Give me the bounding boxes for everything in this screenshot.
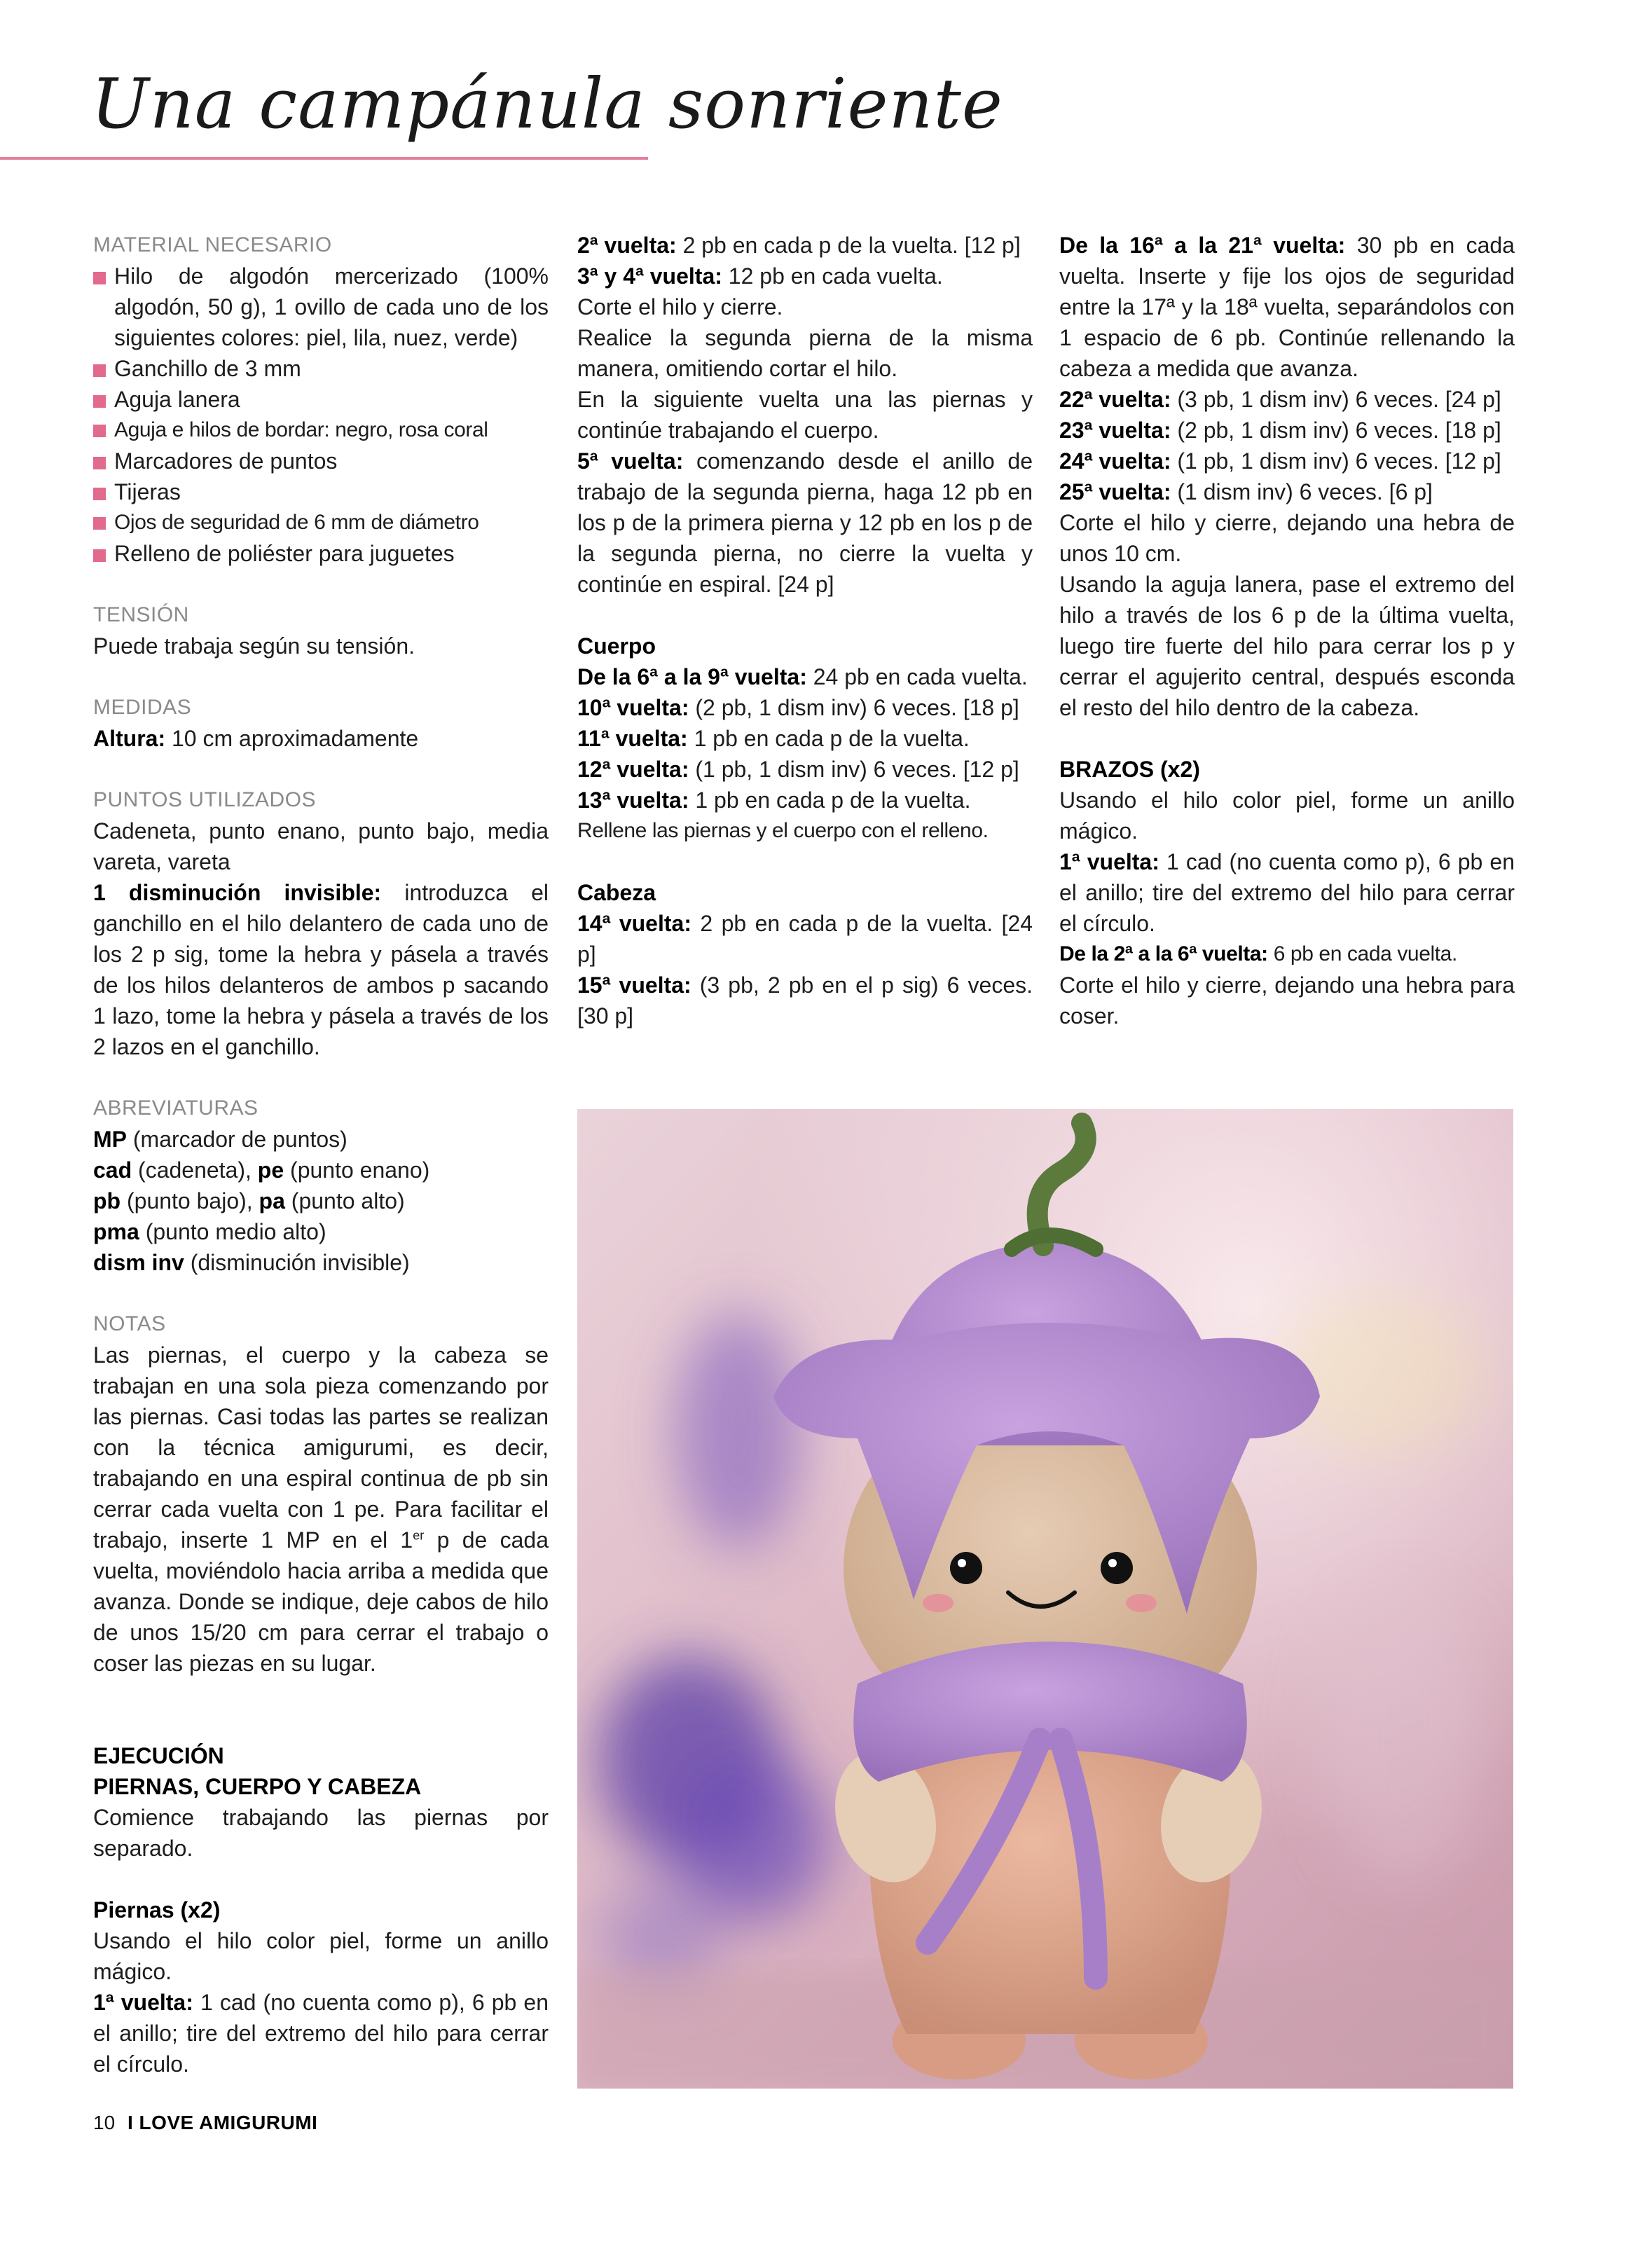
- brazos-heading: BRAZOS (x2): [1059, 757, 1200, 782]
- bullet-square-icon: [93, 488, 106, 500]
- brazos-vuelta-1: 1ª vuelta: 1 cad (no cuenta como p), 6 pb en el anillo; tire del extremo del hilo para cerrar el círculo.: [1059, 849, 1515, 936]
- corte-text: Corte el hilo y cierre.: [577, 294, 783, 319]
- page-footer: [93, 2112, 317, 2134]
- abrev-line: pma (punto medio alto): [93, 1219, 326, 1244]
- puntos-text: Cadeneta, punto enano, punto bajo, media vareta, vareta: [93, 818, 549, 874]
- amigurumi-photo: [577, 1109, 1513, 2089]
- abreviaturas-heading: ABREVIATURAS: [93, 1096, 259, 1120]
- material-item: Tijeras: [93, 476, 549, 507]
- bullet-square-icon: [93, 549, 106, 562]
- bullet-square-icon: [93, 517, 106, 530]
- vuelta-2: 2ª vuelta: 2 pb en cada p de la vuelta. [12 p]: [577, 233, 1021, 258]
- piernas-cuerpo-heading: PIERNAS, CUERPO Y CABEZA: [93, 1774, 422, 1799]
- corte-hebra-text: Corte el hilo y cierre, dejando una hebra de unos 10 cm.: [1059, 510, 1515, 566]
- altura-line: Altura: 10 cm aproximadamente: [93, 726, 419, 751]
- bullet-square-icon: [93, 364, 106, 377]
- dism-definition: 1 disminución invisible: introduzca el ganchillo en el hilo delantero de cada uno de los 2 p sig, tome la hebra y pásela a través de los hilos delanteros de ambos p sacando 1 lazo, tome la hebra y pásela a través de los 2 lazos en el ganchillo.: [93, 880, 549, 1059]
- medidas-heading: MEDIDAS: [93, 696, 192, 719]
- realice-text: Realice la segunda pierna de la misma manera, omitiendo cortar el hilo.: [577, 325, 1033, 381]
- page-number: 10: [93, 2112, 116, 2133]
- cabeza-heading: Cabeza: [577, 880, 656, 905]
- piernas-intro: Usando el hilo color piel, forme un anillo mágico.: [93, 1928, 549, 1984]
- column-middle: [577, 230, 1033, 1031]
- rellene-text: Rellene las piernas y el cuerpo con el relleno.: [577, 819, 989, 842]
- vuelta-13: 13ª vuelta: 1 pb en cada p de la vuelta.: [577, 788, 971, 813]
- material-item: Marcadores de puntos: [93, 446, 549, 476]
- abrev-line: dism inv (disminución invisible): [93, 1250, 410, 1275]
- piernas-vuelta-1: 1ª vuelta: 1 cad (no cuenta como p), 6 pb en el anillo; tire del extremo del hilo para cerrar el círculo.: [93, 1990, 549, 2077]
- vuelta-23: 23ª vuelta: (2 pb, 1 dism inv) 6 veces. [18 p]: [1059, 418, 1501, 443]
- column-left: [93, 230, 549, 2079]
- corte-coser-text: Corte el hilo y cierre, dejando una hebra para coser.: [1059, 972, 1515, 1029]
- tension-text: Puede trabaja según su tensión.: [93, 633, 415, 659]
- siguiente-text: En la siguiente vuelta una las piernas y continúe trabajando el cuerpo.: [577, 387, 1033, 443]
- comience-text: Comience trabajando las piernas por separado.: [93, 1805, 549, 1861]
- bullet-square-icon: [93, 425, 106, 437]
- piernas-heading: Piernas (x2): [93, 1897, 221, 1923]
- abrev-line: MP (marcador de puntos): [93, 1127, 347, 1152]
- vuelta-3-4: 3ª y 4ª vuelta: 12 pb en cada vuelta.: [577, 263, 943, 289]
- vuelta-14: 14ª vuelta: 2 pb en cada p de la vuelta. [24 p]: [577, 911, 1033, 967]
- notas-text: Las piernas, el cuerpo y la cabeza se trabajan en una sola pieza comenzando por las piernas. Casi todas las partes se realizan con la técnica amigurumi, es decir, trabajando en una espiral continua de pb sin cerrar cada vuelta con 1 pe. Para facilitar el trabajo, inserte 1 MP en el 1er p de cada vuelta, moviéndolo hacia arriba a medida que avanza. Donde se indique, deje cabos de hilo de unos 15/20 cm para cerrar el trabajo o coser las piezas en su lugar.: [93, 1342, 549, 1676]
- vuelta-11: 11ª vuelta: 1 pb en cada p de la vuelta.: [577, 726, 970, 751]
- cuerpo-heading: Cuerpo: [577, 633, 656, 659]
- material-item: Ojos de seguridad de 6 mm de diámetro: [93, 507, 549, 538]
- vuelta-25: 25ª vuelta: (1 dism inv) 6 veces. [6 p]: [1059, 479, 1433, 504]
- bullet-square-icon: [93, 395, 106, 408]
- abrev-line: cad (cadeneta), pe (punto enano): [93, 1157, 430, 1183]
- column-right: [1059, 230, 1515, 1031]
- vuelta-6-9: De la 6ª a la 9ª vuelta: 24 pb en cada vuelta.: [577, 664, 1028, 689]
- bullet-square-icon: [93, 457, 106, 469]
- bullet-square-icon: [93, 272, 106, 284]
- title-underline: [0, 157, 648, 160]
- magazine-name: I LOVE AMIGURUMI: [127, 2112, 318, 2133]
- material-heading: MATERIAL NECESARIO: [93, 233, 332, 256]
- brazos-vuelta-2-6: De la 2ª a la 6ª vuelta: 6 pb en cada vuelta.: [1059, 942, 1457, 965]
- vuelta-5: 5ª vuelta: comenzando desde el anillo de trabajo de la segunda pierna, haga 12 pb en los p de la primera pierna y 12 pb en los p de la segunda pierna, no cierre la vuelta y continúe en espiral. [24 p]: [577, 448, 1033, 597]
- tension-heading: TENSIÓN: [93, 603, 189, 626]
- puntos-heading: PUNTOS UTILIZADOS: [93, 788, 316, 811]
- page-title: Una campánula sonriente: [91, 64, 1003, 144]
- abrev-line: pb (punto bajo), pa (punto alto): [93, 1188, 405, 1213]
- notas-heading: NOTAS: [93, 1312, 166, 1335]
- vuelta-16-21: De la 16ª a la 21ª vuelta: 30 pb en cada vuelta. Inserte y fije los ojos de seguridad entre la 17ª y la 18ª vuelta, separándolos con 1 espacio de 6 pb. Continúe rellenando la cabeza a medida que avanza.: [1059, 233, 1515, 381]
- material-item: Aguja lanera: [93, 384, 549, 415]
- usando-aguja-text: Usando la aguja lanera, pase el extremo del hilo a través de los 6 p de la última vuelta, luego tire fuerte del hilo para cerrar los p y cerrar el agujerito central, después esconda el resto del hilo dentro de la cabeza.: [1059, 572, 1515, 720]
- vuelta-24: 24ª vuelta: (1 pb, 1 dism inv) 6 veces. [12 p]: [1059, 448, 1501, 474]
- material-item: Hilo de algodón mercerizado (100% algodón, 50 g), 1 ovillo de cada uno de los siguientes colores: piel, lila, nuez, verde): [93, 261, 549, 353]
- vuelta-15: 15ª vuelta: (3 pb, 2 pb en el p sig) 6 veces. [30 p]: [577, 972, 1033, 1029]
- vuelta-10: 10ª vuelta: (2 pb, 1 dism inv) 6 veces. [18 p]: [577, 695, 1019, 720]
- vuelta-12: 12ª vuelta: (1 pb, 1 dism inv) 6 veces. [12 p]: [577, 757, 1019, 782]
- material-item: Relleno de poliéster para juguetes: [93, 538, 549, 569]
- vuelta-22: 22ª vuelta: (3 pb, 1 dism inv) 6 veces. [24 p]: [1059, 387, 1501, 412]
- brazos-intro: Usando el hilo color piel, forme un anillo mágico.: [1059, 788, 1515, 844]
- material-item: Aguja e hilos de bordar: negro, rosa coral: [93, 415, 549, 446]
- material-item: Ganchillo de 3 mm: [93, 353, 549, 384]
- ejecucion-heading: EJECUCIÓN: [93, 1743, 224, 1768]
